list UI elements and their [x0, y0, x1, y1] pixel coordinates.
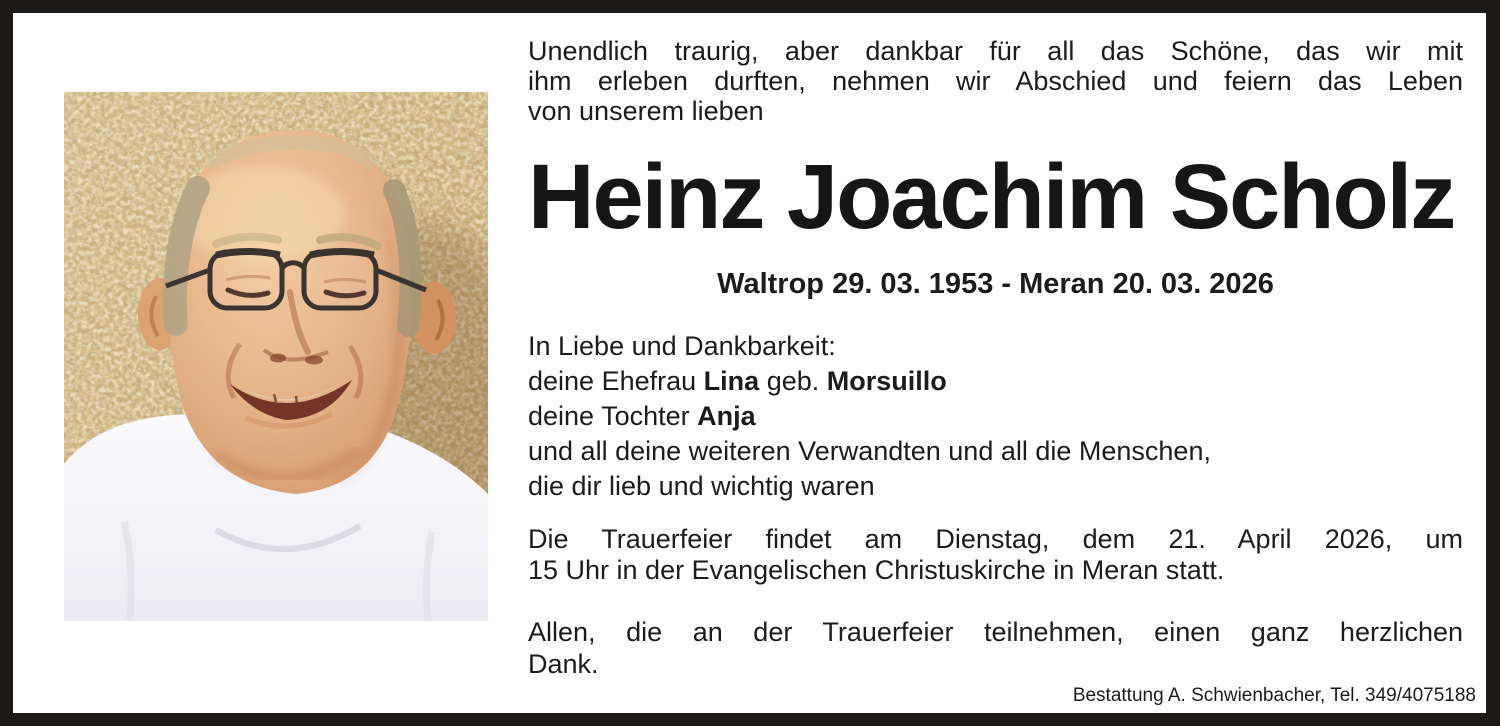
ceremony-line: 15 Uhr in der Evangelischen Christuskirche in Meran statt.: [528, 555, 1225, 585]
ceremony-paragraph: [528, 524, 1463, 586]
notice-text-column: [528, 13, 1476, 708]
life-dates: Waltrop 29. 03. 1953 - Meran 20. 03. 2026: [717, 268, 1274, 300]
intro-paragraph: [528, 36, 1463, 126]
deceased-name: Heinz Joachim Scholz: [528, 146, 1455, 248]
wife-name: Lina: [703, 366, 760, 396]
wife-line: [528, 364, 1463, 399]
intro-line: von unserem lieben: [528, 96, 764, 126]
dedication-heading: In Liebe und Dankbarkeit:: [528, 331, 836, 361]
portrait-photo: [64, 92, 488, 621]
family-section: [528, 329, 1463, 504]
relatives-line: die dir lieb und wichtig waren: [528, 471, 875, 501]
thanks-line: Dank.: [528, 649, 599, 679]
undertaker-line: Bestattung A. Schwienbacher, Tel. 349/4075188: [1072, 685, 1476, 706]
daughter-prefix: deine Tochter: [528, 401, 690, 431]
wife-prefix: deine Ehefrau: [528, 366, 697, 396]
thanks-line: Allen, die an der Trauerfeier teilnehmen, einen ganz herzlichen: [528, 617, 1463, 647]
relatives-line: und all deine weiteren Verwandten und all die Menschen,: [528, 436, 1211, 466]
daughter-name: Anja: [697, 401, 756, 431]
intro-line: Unendlich traurig, aber dankbar für all das Schöne, das wir mit: [528, 36, 1463, 66]
wife-infix: geb.: [766, 366, 820, 396]
ceremony-line: Die Trauerfeier findet am Dienstag, dem 21. April 2026, um: [528, 524, 1463, 554]
obituary-card-inner: [13, 13, 1486, 713]
daughter-line: [528, 399, 1463, 434]
intro-line: ihm erleben durften, nehmen wir Abschied und feiern das Leben: [528, 66, 1463, 96]
wife-maiden-name: Morsuillo: [826, 366, 947, 396]
thanks-paragraph: [528, 616, 1463, 680]
portrait-photo-svg: [64, 92, 488, 621]
